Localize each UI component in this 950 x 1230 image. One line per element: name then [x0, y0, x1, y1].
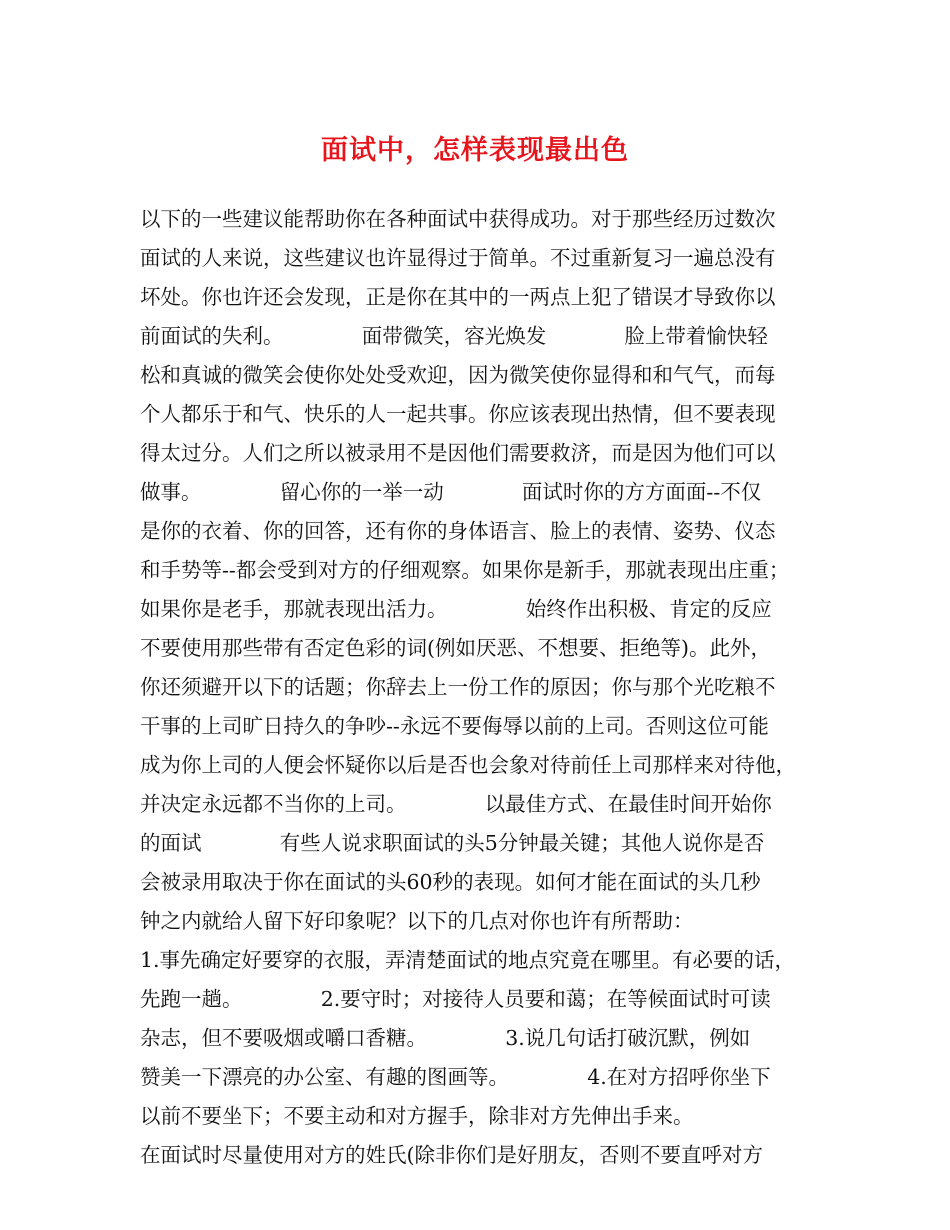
body-line: 你还须避开以下的话题；你辞去上一份工作的原因；你与那个光吃粮不 [140, 675, 776, 699]
body-line: 和手势等--都会受到对方的仔细观察。如果你是新手，那就表现出庄重； [140, 558, 790, 582]
body-line: 如果你是老手，那就表现出活力。 始终作出积极、肯定的反应 [140, 597, 772, 621]
body-line: 不要使用那些带有否定色彩的词(例如厌恶、不想要、拒绝等)。此外， [140, 636, 771, 660]
body-line: 杂志，但不要吸烟或嚼口香糖。 3.说几句话打破沉默，例如 [140, 1026, 751, 1050]
body-line: 松和真诚的微笑会使你处处受欢迎，因为微笑使你显得和和气气，而每 [140, 363, 776, 387]
body-line: 成为你上司的人便会怀疑你以后是否也会象对待前任上司那样来对待他， [140, 753, 796, 777]
body-line: 赞美一下漂亮的办公室、有趣的图画等。 4.在对方招呼你坐下 [140, 1065, 771, 1089]
body-line: 以前不要坐下；不要主动和对方握手，除非对方先伸出手来。 [140, 1104, 694, 1128]
body-line: 做事。 留心你的一举一动 面试时你的方方面面--不仅 [140, 480, 762, 504]
body-line: 在面试时尽量使用对方的姓氏(除非你们是好朋友，否则不要直呼对方 [140, 1143, 763, 1167]
body-line: 前面试的失利。 面带微笑，容光焕发 脸上带着愉快轻 [140, 324, 768, 348]
body-line: 先跑一趟。 2.要守时；对接待人员要和蔼；在等候面试时可读 [140, 987, 771, 1011]
body-line: 钟之内就给人留下好印象呢？以下的几点对你也许有所帮助： [140, 909, 694, 933]
body-line: 干事的上司旷日持久的争吵--永远不要侮辱以前的上司。否则这位可能 [140, 714, 769, 738]
body-line: 并决定永远都不当你的上司。 以最佳方式、在最佳时间开始你 [140, 792, 772, 816]
body-line: 面试的人来说，这些建议也许显得过于简单。不过重新复习一遍总没有 [140, 246, 776, 270]
body-line: 以下的一些建议能帮助你在各种面试中获得成功。对于那些经历过数次 [140, 207, 776, 231]
body-line: 坏处。你也许还会发现，正是你在其中的一两点上犯了错误才导致你以 [140, 285, 776, 309]
body-line: 是你的衣着、你的回答，还有你的身体语言、脸上的表情、姿势、仪态 [140, 519, 776, 543]
body-line: 1.事先确定好要穿的衣服，弄清楚面试的地点究竟在哪里。有必要的话， [140, 948, 796, 972]
body-line: 的面试 有些人说求职面试的头5分钟最关键；其他人说你是否 [140, 831, 765, 855]
document-title: 面试中，怎样表现最出色 [321, 135, 629, 166]
body-line: 得太过分。人们之所以被录用不是因他们需要救济，而是因为他们可以 [140, 441, 776, 465]
body-line: 会被录用取决于你在面试的头60秒的表现。如何才能在面试的头几秒 [140, 870, 761, 894]
document-body [140, 200, 820, 1175]
body-line: 个人都乐于和气、快乐的人一起共事。你应该表现出热情，但不要表现 [140, 402, 776, 426]
